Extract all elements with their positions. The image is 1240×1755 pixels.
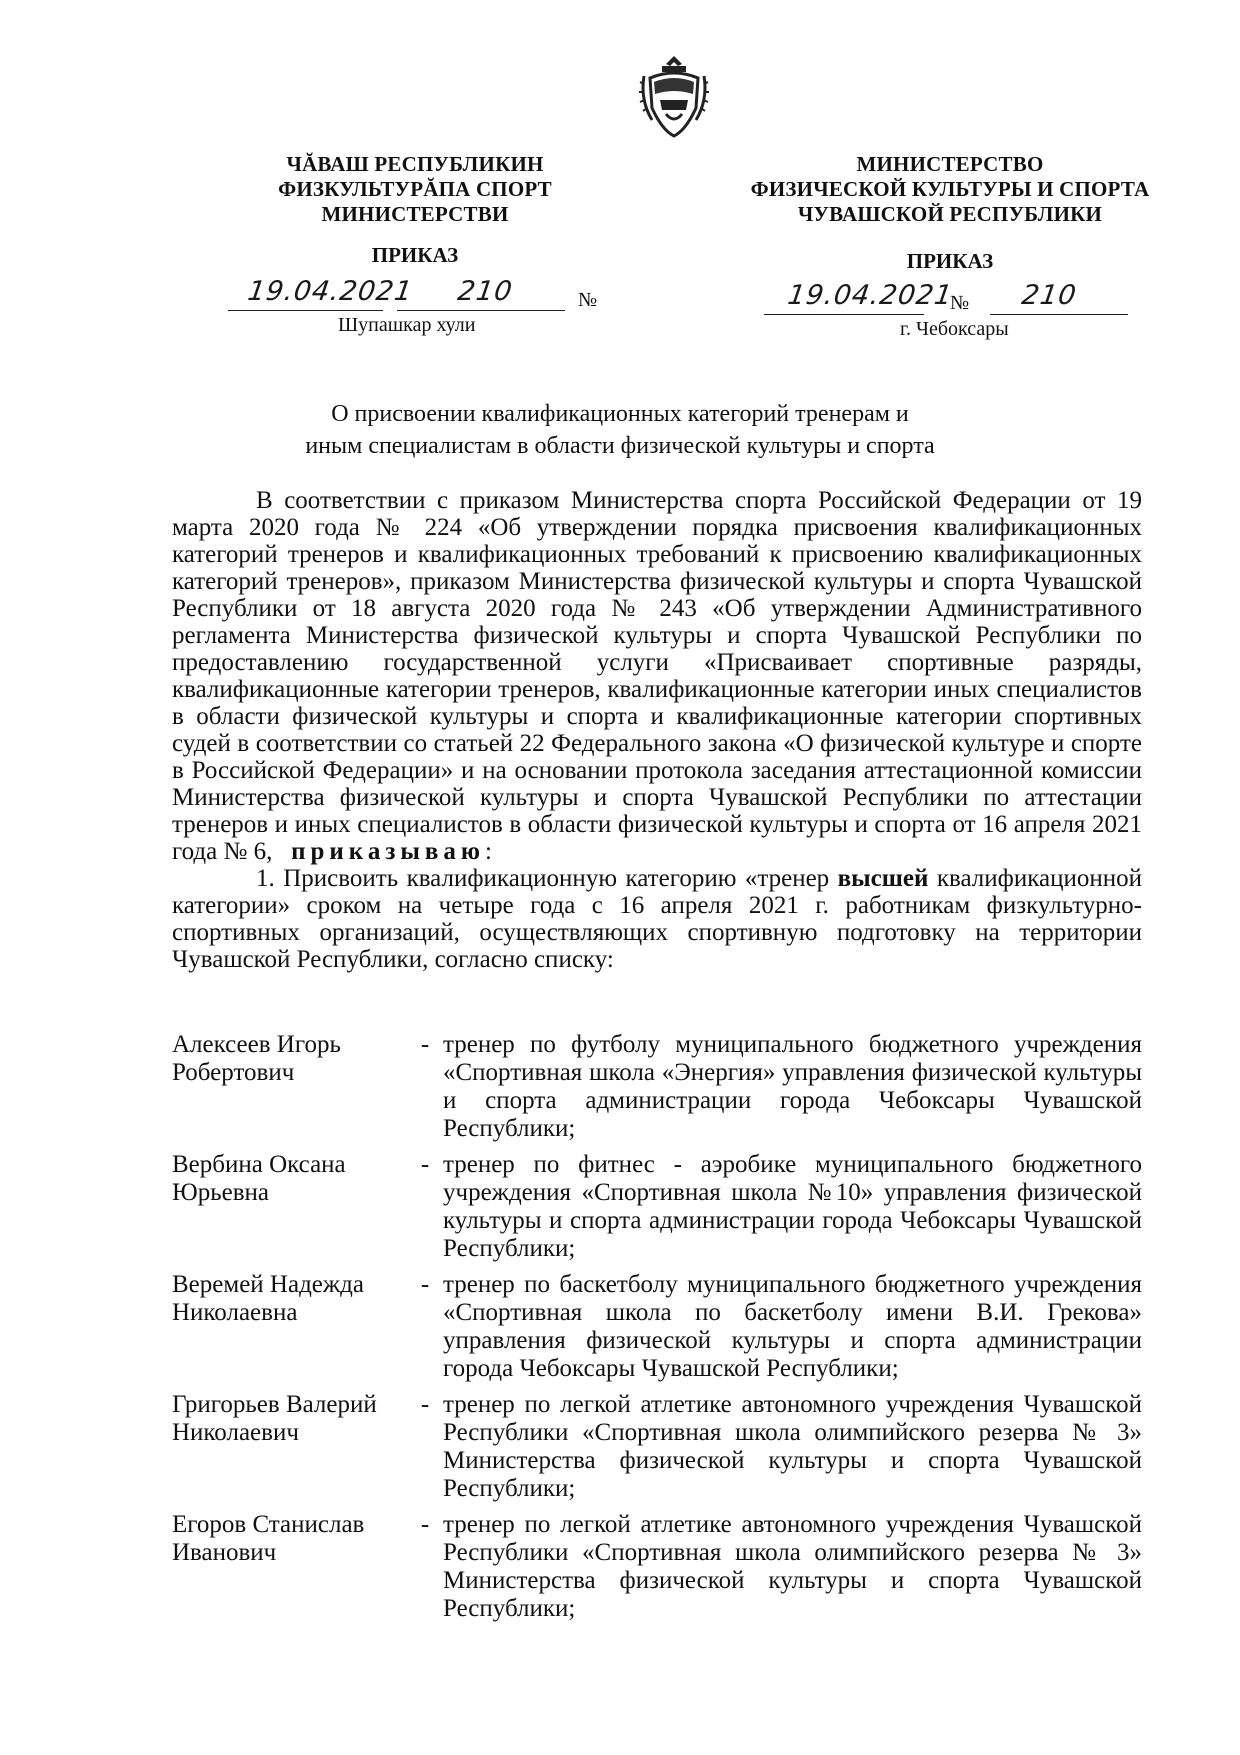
header-line: ЧУВАШСКОЙ РЕСПУБЛИКИ [797, 202, 1103, 226]
trainer-name: Алексеев Игорь Робертович [172, 1031, 341, 1086]
preamble-text: В соответствии с приказом Министерства спорта Российской Федерации от 19 марта 2020 года № 224 «Об утверждении порядка присвоения квалификационных категорий тренеров и квалификационных требований к присвоению квалификационных категорий тренеров», приказом Министерства физической культуры и спорта Чувашской Республики от 18 августа 2020 года № 243 «Об утверждении Административного регламента Министерства физической культуры и спорта Чувашской Республики по предоставлению государственной услуги «Присваивает спортивные разряды, квалификационные категории тренеров, квалификационные категории иных специалистов в области физической культуры и спорта и квалификационные категории спортивных судей в соответствии со статьей 22 Федерального закона «О физической культуре и спорте в Российской Федерации» и на основании протокола заседания аттестационной комиссии Министерства физической культуры и спорта Чувашской Республики по аттестации тренеров и иных специалистов в области физической культуры и спорта от 16 апреля 2021 года № 6, [172, 487, 1142, 865]
trainer-name: Егоров Станислав Иванович [172, 1511, 365, 1566]
order-label-right: ПРИКАЗ [906, 249, 994, 273]
header-line: ФИЗИЧЕСКОЙ КУЛЬТУРЫ И СПОРТА [750, 177, 1150, 201]
header-line: МИНИСТЕРСТВО [856, 152, 1044, 176]
document-title [200, 398, 1040, 462]
document-body [172, 487, 1142, 973]
ministry-name-chuvash [245, 152, 585, 227]
item-1-bold-word: высшей [837, 865, 929, 892]
dash: - [420, 1271, 430, 1298]
dash: - [420, 1511, 430, 1538]
header-line: МИНИСТЕРСТВИ [321, 202, 509, 226]
list-item [172, 1031, 1142, 1143]
number-underline-left [397, 310, 565, 311]
number-sign-right: № [950, 292, 970, 314]
preamble-paragraph: В соответствии с приказом Министерства спорта Российской Федерации от 19 марта 2020 года № 224 «Об утверждении порядка присвоения квалификационных категорий тренеров и квалификационных требований к присвоению квалификационных категорий тренеров», приказом Министерства физической культуры и спорта Чувашской Республики от 18 августа 2020 года № 243 «Об утверждении Административного регламента Министерства физической культуры и спорта Чувашской Республики по предоставлению государственной услуги «Присваивает спортивные разряды, квалификационные категории тренеров, квалификационные категории иных специалистов в области физической культуры и спорта и квалификационные категории спортивных судей в соответствии со статьей 22 Федерального закона «О физической культуре и спорте в Российской Федерации» и на основании протокола заседания аттестационной комиссии Министерства физической культуры и спорта Чувашской Республики по аттестации тренеров и иных специалистов в области физической культуры и спорта от 16 апреля 2021 года № 6, приказываю: [172, 487, 1142, 865]
trainer-description: тренер по баскетболу муниципального бюджетного учреждения «Спортивная школа по баскетболу имени В.И. Грекова» управления физической культуры и спорта администрации города Чебоксары Чувашской Республики; [443, 1271, 1142, 1382]
title-line: О присвоении квалификационных категорий тренерам и [331, 401, 909, 427]
handwritten-number-right: 210 [1019, 280, 1079, 311]
header-line: ФИЗКУЛЬТУРĂПА СПОРТ [278, 177, 552, 201]
date-underline-left [228, 310, 383, 311]
number-underline-right [990, 314, 1128, 315]
item-1-text-end: квалификационной категории» сроком на четыре года с 16 апреля 2021 г. работникам физкультурно-спортивных организаций, осуществляющих спортивную подготовку на территории Чувашской Республики, согласно списку: [172, 865, 1143, 973]
order-label-left: ПРИКАЗ [371, 243, 459, 267]
trainer-list [172, 1031, 1142, 1631]
city-name-chuvash: Шупашкар хули [338, 314, 476, 336]
handwritten-date-right: 19.04.2021 [785, 280, 955, 311]
ministry-name-russian [740, 152, 1160, 227]
chuvash-coat-of-arms-emblem [636, 50, 712, 140]
order-word: приказываю [291, 838, 486, 865]
handwritten-number-left: 210 [455, 276, 515, 307]
number-sign-left: № [578, 289, 598, 311]
handwritten-date-left: 19.04.2021 [245, 276, 415, 307]
list-item [172, 1511, 1142, 1623]
trainer-description: тренер по легкой атлетике автономного учреждения Чувашской Республики «Спортивная школа олимпийского резерва № 3» Министерства физической культуры и спорта Чувашской Республики; [443, 1391, 1142, 1502]
item-1-text-start: 1. Присвоить квалификационную категорию «тренер [256, 865, 830, 892]
item-1-paragraph [172, 865, 1142, 973]
trainer-description: тренер по легкой атлетике автономного учреждения Чувашской Республики «Спортивная школа олимпийского резерва № 3» Министерства физической культуры и спорта Чувашской Республики; [443, 1511, 1142, 1622]
date-underline-right [764, 314, 924, 315]
header-line: ЧĂВАШ РЕСПУБЛИКИН [286, 152, 544, 176]
list-item [172, 1271, 1142, 1383]
dash: - [420, 1151, 430, 1178]
city-name-russian: г. Чебоксары [900, 318, 1009, 340]
dash: - [420, 1031, 430, 1058]
trainer-description: тренер по фитнес - аэробике муниципального бюджетного учреждения «Спортивная школа №10» управления физической культуры и спорта администрации города Чебоксары Чувашской Республики; [443, 1151, 1142, 1262]
trainer-name: Григорьев Валерий Николаевич [172, 1391, 377, 1446]
list-item [172, 1151, 1142, 1263]
list-item [172, 1391, 1142, 1503]
trainer-name: Вербина Оксана Юрьевна [172, 1151, 346, 1206]
title-line: иным специалистам в области физической культуры и спорта [305, 433, 935, 459]
dash: - [420, 1391, 430, 1418]
trainer-name: Веремей Надежда Николаевна [172, 1271, 364, 1326]
trainer-description: тренер по футболу муниципального бюджетного учреждения «Спортивная школа «Энергия» управления физической культуры и спорта администрации города Чебоксары Чувашской Республики; [443, 1031, 1142, 1142]
